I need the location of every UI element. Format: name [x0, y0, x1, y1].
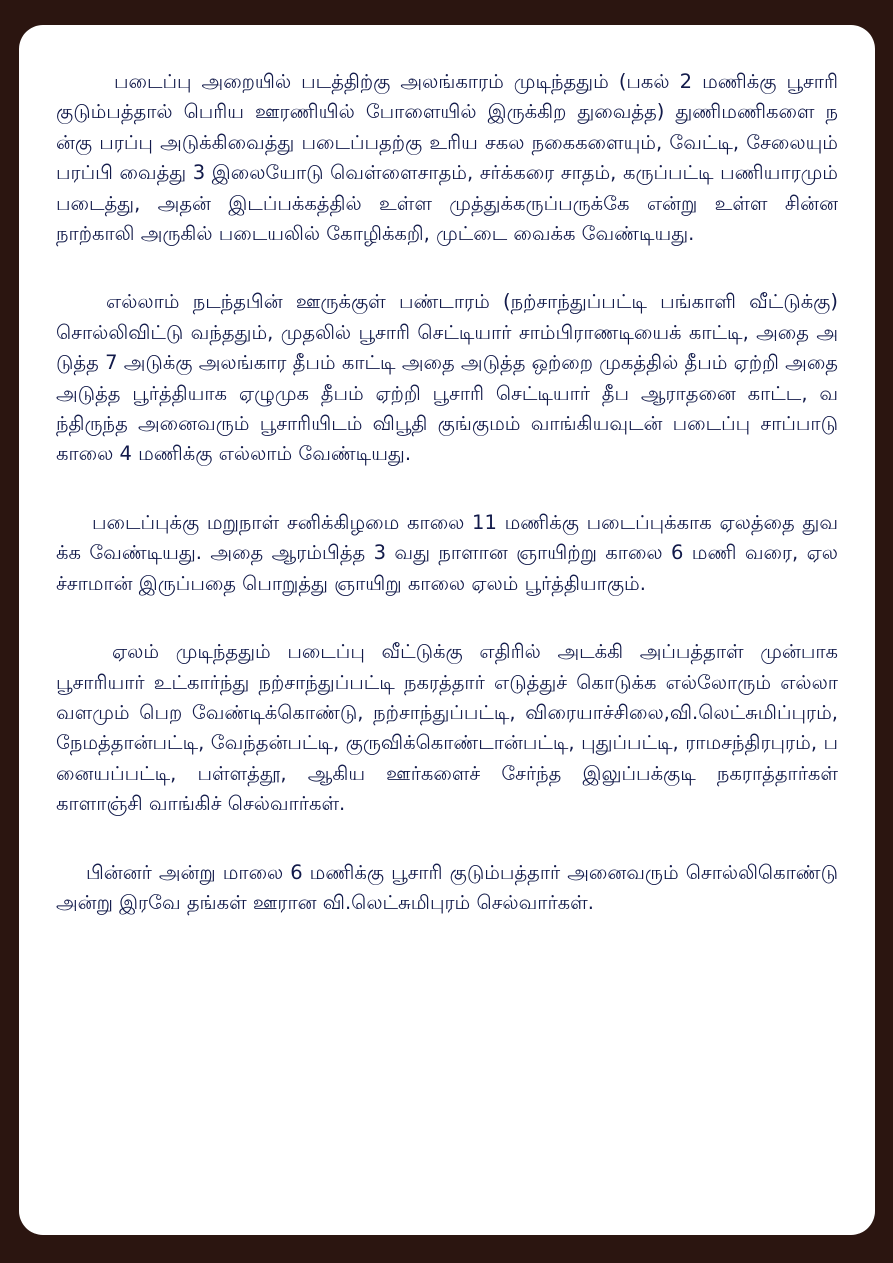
- paragraph-4: ஏலம் முடிந்ததும் படைப்பு வீட்டுக்கு எதிரில் அடக்கி அப்பத்தாள் முன்பாக பூசாரியார் உட்கார்ந்து நற்சாந்துப்பட்டி நகரத்தார் எடுத்துச் கொடுக்க எல்லோரும் எல்லா வளமும் பெற வேண்டிக்கொண்டு, நற்சாந்துப்பட்டி, விரையாச்சிலை,வி.லெட்சுமிப்புரம், நேமத்தான்பட்டி, வேந்தன்பட்டி, குருவிக்கொண்டான்பட்டி, புதுப்பட்டி, ராமசந்திரபுரம், பனையப்பட்டி, பள்ளத்தூ, ஆகிய ஊர்களைச் சேர்ந்த இலுப்பக்குடி நகராத்தார்கள் காளாஞ்சி வாங்கிச் செல்வார்கள்.: [56, 640, 839, 816]
- paragraph-1: படைப்பு அறையில் படத்திற்கு அலங்காரம் முடிந்ததும் (பகல் 2 மணிக்கு பூசாரி குடும்பத்தால் பெரிய ஊரணியில் போளையில் இருக்கிற துவைத்த) துணிமணிகளை நன்கு பரப்பு அடுக்கிவைத்து படைப்பதற்கு உரிய சகல நகைகளையும், வேட்டி, சேலையும் பரப்பி வைத்து 3 இலையோடு வெள்ளைசாதம், சர்க்கரை சாதம், கருப்பட்டி பணியாரமும் படைத்து, அதன் இடப்பக்கத்தில் உள்ள முத்துக்கருப்பருக்கே என்று உள்ள சின்ன நாற்காலி அருகில் படையலில் கோழிக்கறி, முட்டை வைக்க வேண்டியது.: [56, 70, 838, 246]
- document-page: [19, 25, 875, 1235]
- paragraph-2: எல்லாம் நடந்தபின் ஊருக்குள் பண்டாரம் (நற்சாந்துப்பட்டி பங்காளி வீட்டுக்கு) சொல்லிவிட்டு வந்ததும், முதலில் பூசாரி செட்டியார் சாம்பிராணடியைக் காட்டி, அதை அடுத்த 7 அடுக்கு அலங்கார தீபம் காட்டி அதை அடுத்த ஒற்றை முகத்தில் தீபம் ஏற்றி அதை அடுத்த பூர்த்தியாக ஏழுமுக தீபம் ஏற்றி பூசாரி செட்டியார் தீப ஆராதனை காட்ட, வந்திருந்த அனைவரும் பூசாரியிடம் விபூதி குங்குமம் வாங்கியவுடன் படைப்பு சாப்பாடு காலை 4 மணிக்கு எல்லாம் வேண்டியது.: [56, 290, 838, 466]
- paragraph-3: படைப்புக்கு மறுநாள் சனிக்கிழமை காலை 11 மணிக்கு படைப்புக்காக ஏலத்தை துவக்க வேண்டியது. அதை ஆரம்பித்த 3 வது நாளான ஞாயிற்று காலை 6 மணி வரை, ஏலச்சாமான் இருப்பதை பொறுத்து ஞாயிறு காலை ஏலம் பூர்த்தியாகும்.: [56, 510, 838, 595]
- paragraph-5: பின்னர் அன்று மாலை 6 மணிக்கு பூசாரி குடும்பத்தார் அனைவரும் சொல்லிகொண்டு அன்று இரவே தங்கள் ஊரான வி.லெட்சுமிபுரம் செல்வார்கள்.: [56, 860, 838, 914]
